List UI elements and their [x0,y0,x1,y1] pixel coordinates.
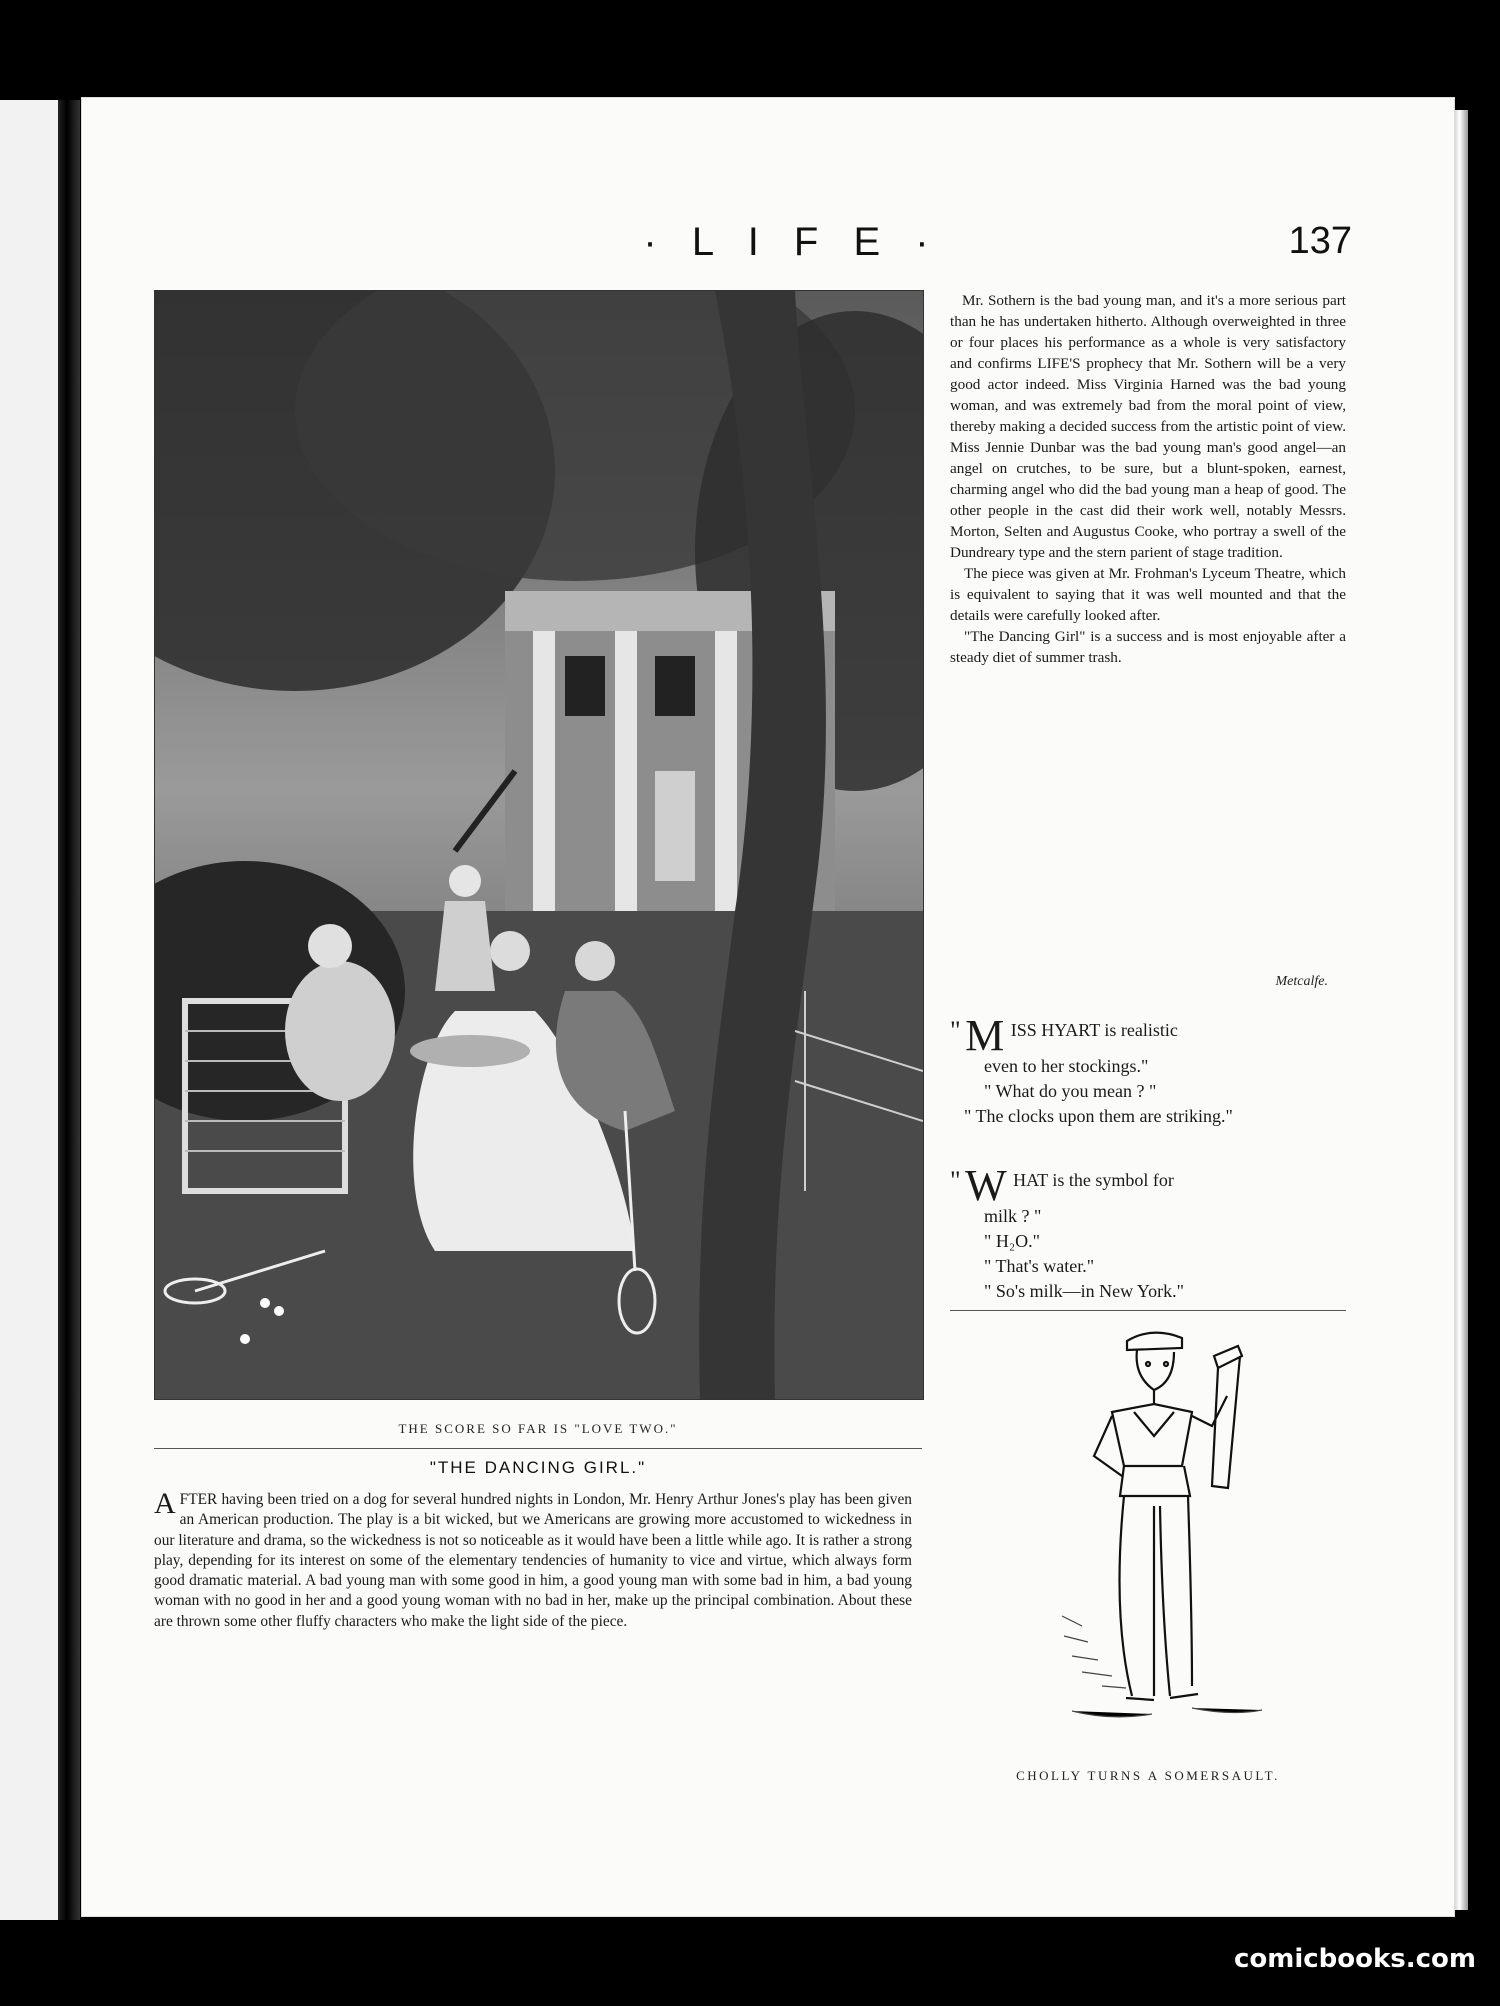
joke-1-initial: M [965,1011,1005,1060]
review-paragraph-1: Mr. Sothern is the bad young man, and it's a more serious part than he has undertaken hitherto. Although overweighted in three or four places his performance as a whole is very satisfactory and confirms LIFE'S prophecy that Mr. Sothern will be a very good actor indeed. Miss Virginia Harned was the bad young woman, and was extremely bad from the moral point of view, thereby making a decided success from the artistic point of view. Miss Jennie Dunbar was the bad young man's good angel—an angel on crutches, to be sure, but a blunt-spoken, earnest, charming angel who did the bad young man a heap of good. The other people in the cast did their work well, notably Messrs. Morton, Selten and Augustus Cooke, who portray a swell of the Dundreary type and the stern parient of stage tradition. [950,292,1346,561]
review-paragraph-3: "The Dancing Girl" is a success and is most enjoyable after a steady diet of summer trash. [950,628,1346,666]
joke-stockings [950,1011,1346,1129]
joke-2-line-1 [950,1161,1346,1210]
article-dropcap: A [154,1487,176,1520]
garden-tea-party-illustration-icon [154,290,924,1400]
article-body [154,1487,912,1632]
joke-1-line-1 [950,1011,1346,1060]
previous-page-edge [0,100,58,1920]
joke-2-text-3: " H₂O." [984,1231,1040,1251]
review-signature: Metcalfe. [1275,974,1328,989]
joke-1-open-quote: " [950,1016,961,1045]
illustration-caption: THE SCORE SO FAR IS "LOVE TWO." [398,1421,678,1436]
cartoon-drawing [1042,1316,1302,1746]
article-text: FTER having been tried on a dog for several hundred nights in London, Mr. Henry Arthur Jones's play has been given an American production. The play is a bit wicked, but we Americans are growing more accustomed to wickedness in our literature and drama, so the wickedness is not so noticeable as it would have been a little while ago. It is rather a strong play, depending for its interest on some of the elementary tendencies of humanity to vice and virtue, which always form good dramatic material. A bad young man with some good in him, a good young man with some bad in him, a bad young woman with no good in her and a good young woman with no bad in her, make up the principal combination. About these are thrown some other fluffy characters who make the light side of the piece. [154,1491,912,1630]
divider-rule [950,1310,1346,1311]
review-paragraph-2: The piece was given at Mr. Frohman's Lyceum Theatre, which is equivalent to saying that it was well mounted and that the details were carefully looked after. [950,565,1346,624]
joke-1-text-2: even to her stockings." [984,1056,1149,1076]
cartoon-caption: CHOLLY TURNS A SOMERSAULT. [1016,1768,1280,1783]
joke-2-open-quote: " [950,1166,961,1195]
magazine-page [82,98,1454,1916]
joke-2-text-1: HAT is the symbol for [1013,1170,1174,1190]
page-number: 137 [1288,220,1352,262]
page-stack-edge [1454,110,1468,1910]
joke-2-text-5: " So's milk—in New York." [984,1281,1184,1301]
joke-2-text-4: " That's water." [984,1256,1095,1276]
article-title: "THE DANCING GIRL." [429,1458,647,1477]
masthead-title: · L I F E · [643,220,941,264]
joke-1-text-3: " What do you mean ? " [984,1081,1157,1101]
review-column [950,290,1346,668]
joke-2-initial: W [965,1161,1007,1210]
illustration-drawing [155,291,923,1399]
joke-milk [950,1161,1346,1304]
page-gutter [58,100,80,1920]
divider-rule [154,1448,922,1449]
watermark-text: comicbooks.com [1233,1944,1476,1974]
joke-1-text-1: ISS HYART is realistic [1010,1020,1178,1040]
cholly-sailor-figure-illustration-icon [1042,1316,1302,1746]
joke-1-text-4: " The clocks upon them are striking." [964,1106,1233,1126]
joke-2-text-2: milk ? " [984,1206,1042,1226]
